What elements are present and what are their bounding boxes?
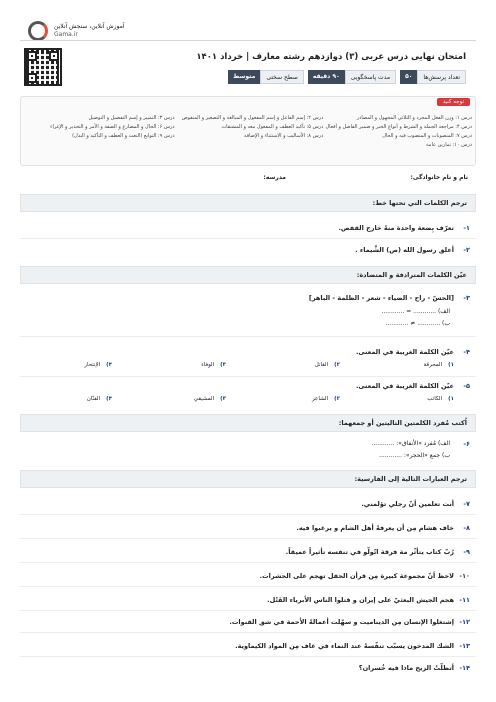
question-divider <box>20 538 476 539</box>
question-divider <box>20 586 476 587</box>
question-divider <box>20 514 476 515</box>
option[interactable]: ۱) الكاتب <box>427 396 454 402</box>
lesson-list <box>26 114 472 150</box>
question-divider <box>20 656 476 657</box>
site-url: Gama.ir <box>54 31 78 38</box>
info-question-count: تعداد پرسش‌ها ۵۰ <box>400 70 466 84</box>
options-row <box>20 362 476 368</box>
site-name: آموزش آنلاین، سنجش آنلاین <box>54 23 125 30</box>
option[interactable]: ۴) الفنّان <box>86 396 112 402</box>
option[interactable]: ۲) الشاعر <box>312 396 340 402</box>
section-header: عيّن الكلمات المترادفة و المتضادة: <box>20 266 476 284</box>
lesson-row: درس ۱۰: تمارين عامة <box>426 142 472 148</box>
option[interactable]: ۴) الإنتحار <box>84 362 112 368</box>
question-divider <box>20 336 476 337</box>
option[interactable]: ۲) القاتل <box>314 362 340 368</box>
question-divider <box>20 610 476 611</box>
header-divider <box>20 40 476 41</box>
student-info <box>20 170 476 188</box>
section-header: ترجم الكلمات التي تحتها خط: <box>20 194 476 212</box>
exam-info <box>228 70 466 84</box>
option[interactable]: ۳) المشيقي <box>193 396 226 402</box>
section-header: اُكتب مُفرد الكلمتين التاليتين أو جمعهما: <box>20 414 476 432</box>
info-duration: مدت پاسخگویی ۹۰ دقیقه <box>308 70 396 84</box>
school-label: مدرسه: <box>263 174 286 181</box>
notice-badge: توجه کنید <box>437 98 470 106</box>
student-name-label: نام و نام خانوادگی: <box>410 174 468 181</box>
question-divider <box>20 376 476 377</box>
info-difficulty: سطح سختی متوسط <box>228 70 304 84</box>
option[interactable]: ۳) الوفاء <box>201 362 226 368</box>
lesson-row: درس ۴: مراجعة الجملة و الشرط و أنواع الخبر و ضمير الفاصل و أفعال درس ۵: تأكيد العطف و المفعول معه و المشتقات درس ۶: الحال و المضارع و الصفة و الأمر و التحذير و الإغراء <box>50 124 472 130</box>
qr-code-icon <box>24 48 62 86</box>
options-row <box>20 396 476 402</box>
lesson-row: درس ۱: وزن الفعل المجرد و الثلاثي المجهول و المصادر درس ۲: إسم الفاعل و إسم المفعول و المبالغة و التصغير و المنقوص درس ۳: التمييز و إسم التفضيل و التوصيل <box>88 115 472 121</box>
option[interactable]: ۱) المحرقة <box>423 362 454 368</box>
section-header: ترجم العبارات التالية إلى الفارسية: <box>20 470 476 488</box>
exam-title: امتحان نهایی درس عربی (۳) دوازدهم رشته معارف | خرداد ۱۴۰۱ <box>196 52 466 62</box>
question-divider <box>20 562 476 563</box>
question-divider <box>20 632 476 633</box>
lesson-row: درس ۷: المنصوبات و المنصوب فيه و الحال درس ۸: الأساليب و الاستثناء و الإضافة درس ۹: التوابع (النعت و العطف و التأكيد و البدل) <box>72 133 472 139</box>
question-divider <box>20 238 476 239</box>
gama-logo-icon <box>28 21 48 41</box>
